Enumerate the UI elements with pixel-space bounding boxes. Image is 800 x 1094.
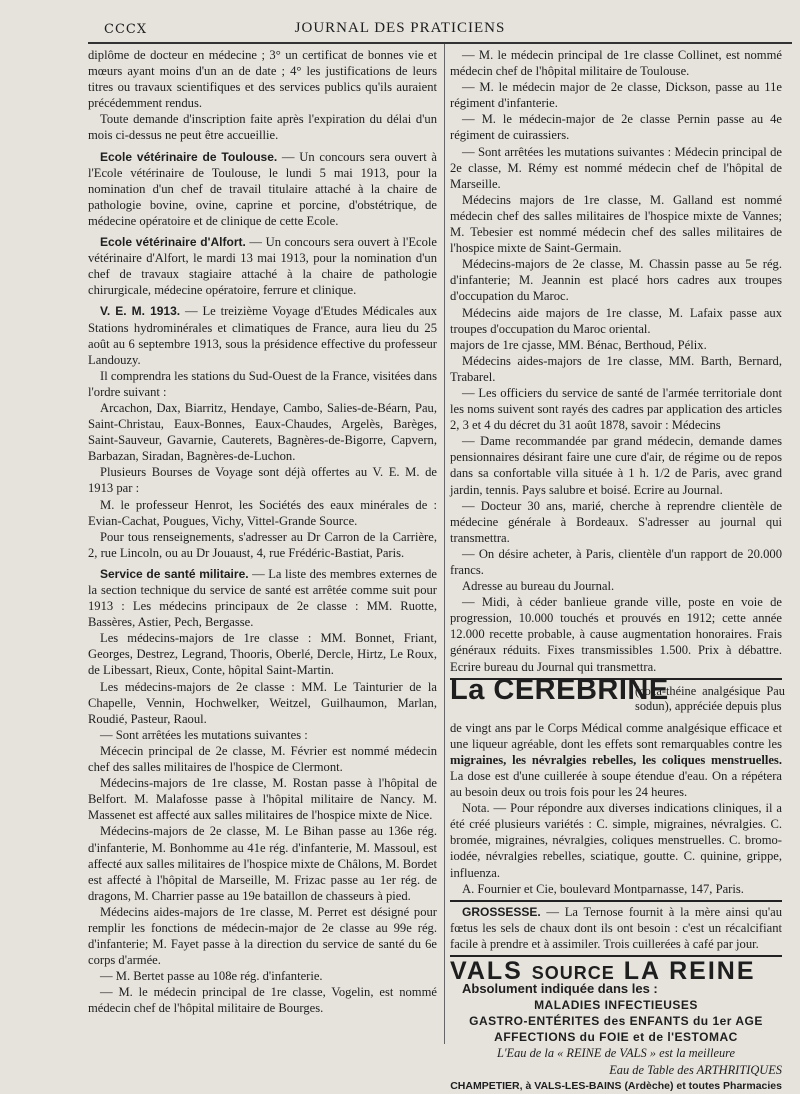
vals-source-word: SOURCE (531, 962, 615, 983)
paragraph: Mécecin principal de 2e classe, M. Février est nommé médecin chef des salles militaires de l'hospice de Clermont. (88, 743, 437, 775)
paragraph: — M. le médecin-major de 2e classe Pernin passe au 4e régiment de cuirassiers. (450, 112, 782, 143)
grossesse-ad (450, 904, 782, 952)
paragraph: Adresse au bureau du Journal. (462, 579, 615, 594)
cerebrine-brand: La CEREBRINE (450, 673, 669, 706)
notice-body: — La Ternose fournit à la mère ainsi qu'au fœtus les sels de chaux dont ils ont besoin : c'est un récalcifiant facile à prendre et à assimiler. Trois cuillerées à café par jour. (450, 904, 782, 951)
cerebrine-body (450, 720, 782, 800)
paragraph: — M. Bertet passe au 108e rég. d'infanterie. (100, 969, 323, 984)
notice-body: — La liste des membres externes de la section technique du service de santé est arrêtée comme suit pour 1913 : Les médecins principaux de 2e classe : MM. Ruotte, Bassères, Astier, Pech, Bergasse. (88, 566, 437, 630)
paragraph: diplôme de docteur en médecine ; 3° un certificat de bonnes vie et mœurs ayant moins d'un an de date ; 4° les justifications de leurs titres ou travaux scientifiques et des services publics qu'ils auraient précédemment rendus. (88, 48, 437, 111)
paragraph: Pour tous renseignements, s'adresser au Dr Carron de la Carrière, 2, rue Lincoln, ou au Dr Jouaust, 4, rue Frédéric-Bastiat, Paris. (88, 529, 437, 560)
vals-line: L'Eau de la « REINE de VALS » est la meilleure (496, 1046, 736, 1061)
page-header (0, 18, 800, 44)
vals-line: MALADIES INFECTIEUSES (534, 998, 698, 1013)
cerebrine-subtitle: (coca-théine analgésique Pau sodun), appréciée depuis plus (635, 683, 785, 713)
paragraph: — M. le médecin principal de 1re classe Collinet, est nommé médecin chef de l'hôpital militaire de Toulouse. (450, 48, 782, 79)
notice-vem (88, 303, 437, 367)
header-rule (88, 42, 792, 44)
vals-line: GASTRO-ENTÉRITES des ENFANTS du 1er AGE (469, 1014, 763, 1029)
cerebrine-indications: migraines, les névralgies rebelles, les coliques menstruelles. (450, 752, 782, 767)
vals-line: Eau de Table des ARTHRITIQUES (609, 1062, 782, 1077)
notice-sante (88, 566, 437, 630)
vals-address: CHAMPETIER, à VALS-LES-BAINS (Ardèche) et toutes Pharmacies (450, 1079, 782, 1092)
paragraph: — M. le médecin major de 2e classe, Dickson, passe au 11e régiment d'infanterie. (450, 80, 782, 111)
notice-heading: GROSSESSE. (462, 904, 541, 919)
notice-alfort (88, 234, 437, 298)
paragraph: Médecins majors de 1re classe, M. Galland est nommé médecin chef des salles militaires de l'hospice mixte de Vannes; M. Tebesier est nommé médecin chef des salles militaires de l'hospice mixte de Saint-Germain. (450, 192, 782, 256)
vals-line: AFFECTIONS du FOIE et de l'ESTOMAC (494, 1030, 738, 1045)
vals-brand (450, 956, 782, 985)
classified-ad: — Dame recommandée par grand médecin, demande dames pensionnaires désirant faire une cure d'air, de régime ou de repos dans sa confortable villa située à 1 h. 1/2 de Paris, avec grand jardin, tennis. Pays salubre et boisé. Ecrire au Journal. (450, 434, 782, 497)
page-number: CCCX (104, 22, 148, 37)
paragraph: Toute demande d'inscription faite après l'expiration du délai d'un mois ci-dessus ne peut être accueillie. (88, 112, 437, 143)
notice-body: — Un concours sera ouvert à l'Ecole vétérinaire de Toulouse, le lundi 5 mai 1913, pour la nomination d'un chef de travail titulaire attaché à la chaire de pathologie bovine, ovine, caprine et porcine, d'obstétrique, de médecine opératoire et de clinique de cette Ecole. (88, 149, 438, 228)
paragraph: Les médecins-majors de 2e classe : MM. Le Tainturier de la Chapelle, Vennin, Hochwelker, Weitzel, Guilhaumon, Marlan, Roudié, Pasteur, Raoul. (88, 679, 437, 726)
vals-word: VALS (450, 956, 523, 985)
paragraph: — Sont arrêtées les mutations suivantes : Médecin principal de 2e classe, M. Rémy est nommé médecin chef de l'hôpital de Marseille. (450, 144, 782, 191)
cerebrine-text: de vingt ans par le Corps Médical comme analgésique efficace et une liqueur agréable, dont les effets sont remarquables contre les (450, 720, 782, 751)
cerebrine-text: La dose est d'une cuillerée à soupe étendue d'eau. On a répétera au besoin deux ou trois fois pour les 24 heures. (450, 768, 782, 800)
notice-heading: Ecole vétérinaire d'Alfort. (100, 235, 246, 250)
paragraph: Médecins-majors de 2e classe, M. Chassin passe au 5e rég. d'infanterie; M. Jeannin est placé hors cadres aux troupes d'occupation du Maroc. (450, 257, 782, 304)
notice-heading: V. E. M. 1913. (100, 304, 181, 319)
paragraph: Il comprendra les stations du Sud-Ouest de la France, visitées dans l'ordre suivant : (88, 368, 437, 399)
notice-toulouse (88, 149, 437, 229)
paragraph: M. le professeur Henrot, les Sociétés des eaux minérales de : Evian-Cachat, Pougues, Vichy, Vittel-Grande Source. (88, 497, 437, 528)
classified-ad: — Midi, à céder banlieue grande ville, poste en voie de progression, 10.000 touchés et prouvés en 1912; cette année 12.000 recette probable, à cause augmentation honoraires. Frais généraux réduits. Fixes transmissibles 1.500. Prix à débattre. Ecrire bureau du Journal qui transmettra. (450, 595, 782, 674)
paragraph: Plusieurs Bourses de Voyage sont déjà offertes au V. E. M. de 1913 par : (88, 465, 437, 496)
notice-body: — Un concours sera ouvert à l'Ecole vétérinaire d'Alfort, le mardi 13 mai 1913, pour la nomination d'un chef de travaux stagiaire attaché à la chaire de pathologie chirurgicale, médecine opératoire, ferrure et clinique. (88, 235, 437, 298)
cerebrine-address: A. Fournier et Cie, boulevard Montparnasse, 147, Paris. (462, 881, 744, 896)
classified-ad: — Docteur 30 ans, marié, cherche à reprendre clientèle de médecine générale à Bordeaux. S'adresser au journal qui transmettra. (450, 498, 782, 545)
cerebrine-note: Nota. — Pour répondre aux diverses indications cliniques, il a été créé plusieurs variétés : C. simple, migraines, névralgies. C. bromée, migraines, névralgies, coliques menstruelles. C. bromo-iodée, névralgies rebelles, sciatique, goutte. C. quinine, grippe, influenza. (450, 801, 782, 880)
paragraph: Médecins aides-majors de 1re classe, MM. Barth, Bernard, Trabarel. (450, 353, 782, 384)
notice-heading: Ecole vétérinaire de Toulouse. (100, 149, 278, 164)
paragraph: Arcachon, Dax, Biarritz, Hendaye, Cambo, Salies-de-Béarn, Pau, Saint-Christau, Eaux-Bonnes, Eaux-Chaudes, Argelès, Barèges, Saint-Sauveur, Gavarnie, Cauterets, Bagnères-de-Bigorre, Capvern, Barbazan, Siradan, Bagnères-de-Luchon. (88, 400, 437, 464)
vals-ad (450, 956, 782, 1094)
paragraph: — Sont arrêtées les mutations suivantes : (100, 727, 308, 742)
paragraph: Médecins aides-majors de 1re classe, M. Perret est désigné pour remplir les fonctions de médecin-major de 2e classe au 99e rég. d'infanterie; M. Fayet passe à la direction du service de santé du 6e corps d'armée. (88, 904, 437, 968)
paragraph: majors de 1re cjasse, MM. Bénac, Berthoud, Pélix. (450, 337, 707, 352)
paragraph: Médecins aide majors de 1re classe, M. Lafaix passe aux troupes d'occupation du Maroc oriental. (450, 305, 782, 336)
vals-reine-word: LA REINE (623, 956, 756, 985)
cerebrine-header (450, 673, 785, 720)
ad-divider (450, 900, 782, 902)
classified-ad: — On désire acheter, à Paris, clientèle d'un rapport de 20.000 francs. (450, 546, 782, 577)
notice-body: — Le treizième Voyage d'Etudes Médicales aux Stations hydrominérales et climatiques de France, aura lieu du 25 août au 6 septembre 1913, sous la présidence effective du professeur Landouzy. (88, 304, 438, 367)
journal-title: JOURNAL DES PRATICIENS (294, 20, 506, 36)
cerebrine-ad (450, 673, 785, 897)
paragraph: — Les officiers du service de santé de l'armée territoriale dont les noms suivent sont rayés des cadres par application des articles 2, 3 et 4 du décret du 31 août 1878, savoir : Médecins (450, 385, 782, 433)
paragraph: Médecins-majors de 2e classe, M. Le Bihan passe au 136e rég. d'infanterie, M. Bonhomme au 41e rég. d'infanterie, M. Massoul, est affecté aux salles militaires de l'hospice mixte de Châlons, M. Bordet est affecté à l'hôpital de Marseille, M. Frizac passe au 1er rég. de dragons, M. Charrier passe au 19e bataillon de chasseurs à pied. (88, 824, 437, 903)
paragraph: — M. le médecin principal de 1re classe, Vogelin, est nommé médecin chef de l'hôpital militaire de Bourges. (88, 985, 437, 1016)
notice-heading: Service de santé militaire. (100, 566, 249, 581)
column-divider (444, 44, 445, 1044)
vals-indication: Absolument indiquée dans les : (462, 981, 658, 997)
paragraph: Médecins-majors de 1re classe, M. Rostan passe à l'hôpital de Belfort. M. Malafosse passe à l'hôpital militaire de Nancy. M. Massenet est affecté aux salles militaires de l'hospice mixte de Nice. (88, 776, 437, 823)
paragraph: Les médecins-majors de 1re classe : MM. Bonnet, Friant, Georges, Destrez, Legrand, Thooris, Oberlé, Dercle, Hirtz, Le Roux, de Libessart, Rieux, Conte, hôpital Saint-Martin. (88, 631, 437, 678)
right-column (450, 47, 785, 1094)
left-column (88, 47, 437, 1017)
